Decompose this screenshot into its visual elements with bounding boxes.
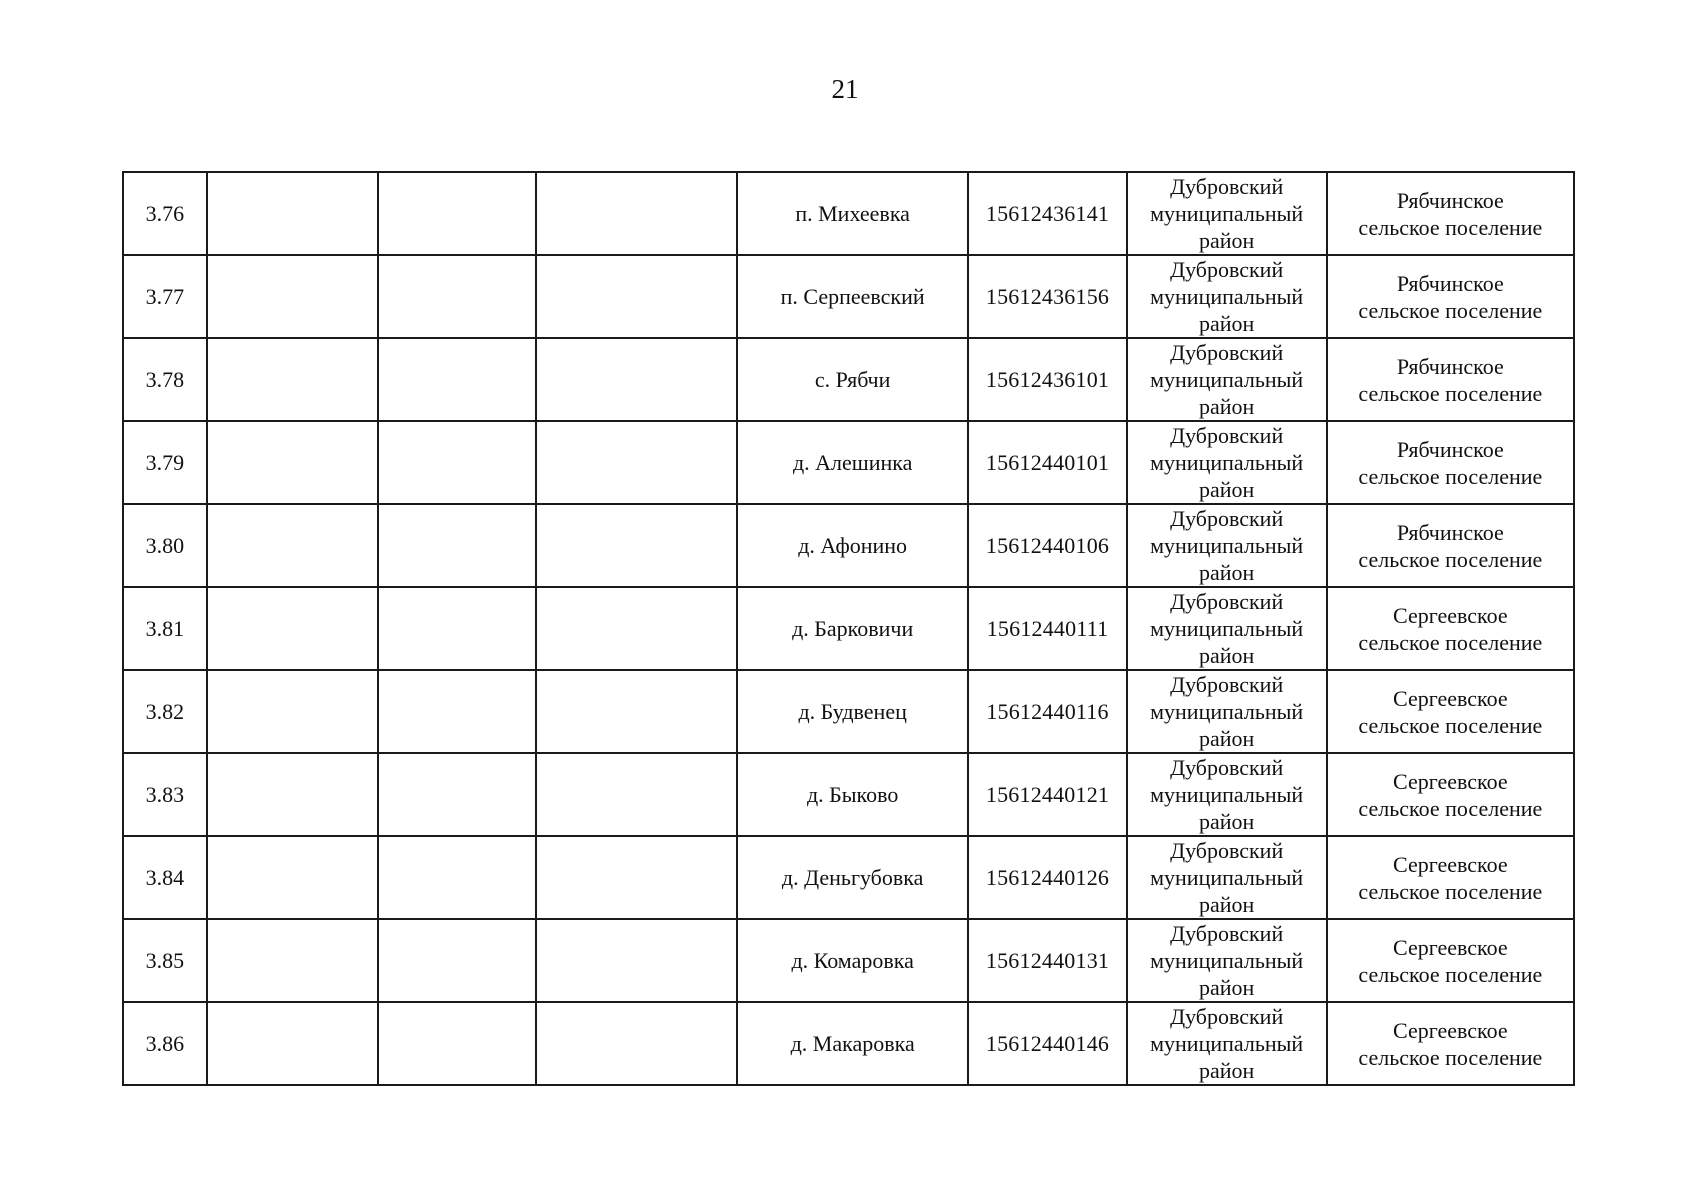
locality-name-cell: д. Деньгубовка (737, 836, 969, 919)
oktmo-code-cell: 15612440111 (968, 587, 1126, 670)
empty-cell-1 (207, 1002, 378, 1085)
district-line: муниципальный (1150, 616, 1304, 641)
district-cell (1127, 504, 1327, 587)
district-line: район (1199, 560, 1255, 585)
table-row (123, 670, 1574, 753)
settlement-cell (1327, 836, 1574, 919)
oktmo-code-cell: 15612440126 (968, 836, 1126, 919)
district-cell (1127, 670, 1327, 753)
row-number-cell: 3.82 (123, 670, 207, 753)
row-number-cell: 3.78 (123, 338, 207, 421)
district-line: муниципальный (1150, 948, 1304, 973)
table-row (123, 255, 1574, 338)
district-cell (1127, 172, 1327, 255)
settlement-line: Сергеевское (1393, 934, 1508, 960)
row-number-cell: 3.84 (123, 836, 207, 919)
row-number-cell: 3.76 (123, 172, 207, 255)
locality-name-cell: д. Алешинка (737, 421, 969, 504)
table-body (123, 172, 1574, 1085)
empty-cell-1 (207, 172, 378, 255)
empty-cell-1 (207, 919, 378, 1002)
empty-cell-2 (378, 504, 536, 587)
locality-name-cell: д. Афонино (737, 504, 969, 587)
settlement-line: Рябчинское (1396, 353, 1504, 379)
district-line: Дубровский (1170, 672, 1284, 697)
empty-cell-2 (378, 670, 536, 753)
oktmo-code-cell: 15612436101 (968, 338, 1126, 421)
district-line: муниципальный (1150, 201, 1304, 226)
empty-cell-2 (378, 753, 536, 836)
district-line: муниципальный (1150, 367, 1304, 392)
district-line: Дубровский (1170, 755, 1284, 780)
settlement-line: сельское поселение (1358, 380, 1543, 406)
settlement-cell (1327, 421, 1574, 504)
table-row (123, 338, 1574, 421)
district-line: муниципальный (1150, 699, 1304, 724)
oktmo-code-cell: 15612440131 (968, 919, 1126, 1002)
settlement-line: сельское поселение (1358, 629, 1543, 655)
settlement-line: сельское поселение (1358, 214, 1543, 240)
table-row (123, 421, 1574, 504)
table-row (123, 1002, 1574, 1085)
district-line: район (1199, 394, 1255, 419)
row-number-cell: 3.83 (123, 753, 207, 836)
empty-cell-1 (207, 670, 378, 753)
row-number-cell: 3.86 (123, 1002, 207, 1085)
empty-cell-3 (536, 338, 737, 421)
settlement-line: Сергеевское (1393, 768, 1508, 794)
empty-cell-1 (207, 504, 378, 587)
district-line: Дубровский (1170, 1004, 1284, 1029)
district-cell (1127, 919, 1327, 1002)
locality-name-cell: п. Серпеевский (737, 255, 969, 338)
settlement-cell (1327, 172, 1574, 255)
empty-cell-3 (536, 753, 737, 836)
empty-cell-2 (378, 919, 536, 1002)
empty-cell-3 (536, 421, 737, 504)
settlement-line: сельское поселение (1358, 297, 1543, 323)
settlement-cell (1327, 587, 1574, 670)
empty-cell-2 (378, 836, 536, 919)
district-line: район (1199, 311, 1255, 336)
empty-cell-3 (536, 504, 737, 587)
district-line: муниципальный (1150, 533, 1304, 558)
empty-cell-3 (536, 172, 737, 255)
district-line: район (1199, 975, 1255, 1000)
empty-cell-3 (536, 587, 737, 670)
settlement-cell (1327, 670, 1574, 753)
district-line: район (1199, 477, 1255, 502)
empty-cell-2 (378, 255, 536, 338)
table-row (123, 919, 1574, 1002)
settlement-cell (1327, 338, 1574, 421)
settlement-cell (1327, 919, 1574, 1002)
settlement-line: Сергеевское (1393, 602, 1508, 628)
empty-cell-2 (378, 421, 536, 504)
oktmo-code-cell: 15612440116 (968, 670, 1126, 753)
district-line: муниципальный (1150, 284, 1304, 309)
district-line: район (1199, 643, 1255, 668)
locality-name-cell: с. Рябчи (737, 338, 969, 421)
settlement-line: Рябчинское (1396, 436, 1504, 462)
district-cell (1127, 421, 1327, 504)
settlement-line: сельское поселение (1358, 878, 1543, 904)
settlement-cell (1327, 504, 1574, 587)
oktmo-code-cell: 15612440101 (968, 421, 1126, 504)
district-line: район (1199, 809, 1255, 834)
row-number-cell: 3.80 (123, 504, 207, 587)
empty-cell-2 (378, 338, 536, 421)
table-row (123, 587, 1574, 670)
district-line: Дубровский (1170, 921, 1284, 946)
empty-cell-3 (536, 919, 737, 1002)
settlement-line: сельское поселение (1358, 463, 1543, 489)
district-line: район (1199, 1058, 1255, 1083)
district-cell (1127, 753, 1327, 836)
district-line: муниципальный (1150, 865, 1304, 890)
settlement-line: Сергеевское (1393, 1017, 1508, 1043)
district-line: Дубровский (1170, 174, 1284, 199)
settlement-line: сельское поселение (1358, 546, 1543, 572)
district-line: Дубровский (1170, 506, 1284, 531)
table-row (123, 753, 1574, 836)
district-line: муниципальный (1150, 450, 1304, 475)
empty-cell-1 (207, 255, 378, 338)
settlement-line: Сергеевское (1393, 685, 1508, 711)
district-line: Дубровский (1170, 340, 1284, 365)
empty-cell-1 (207, 421, 378, 504)
settlement-line: Рябчинское (1396, 187, 1504, 213)
empty-cell-1 (207, 338, 378, 421)
locality-name-cell: д. Барковичи (737, 587, 969, 670)
district-line: район (1199, 892, 1255, 917)
settlement-line: сельское поселение (1358, 1044, 1543, 1070)
table-row (123, 836, 1574, 919)
empty-cell-2 (378, 1002, 536, 1085)
district-line: район (1199, 228, 1255, 253)
district-line: Дубровский (1170, 423, 1284, 448)
oktmo-code-cell: 15612436141 (968, 172, 1126, 255)
row-number-cell: 3.85 (123, 919, 207, 1002)
district-line: район (1199, 726, 1255, 751)
settlement-line: сельское поселение (1358, 961, 1543, 987)
locality-name-cell: д. Комаровка (737, 919, 969, 1002)
row-number-cell: 3.79 (123, 421, 207, 504)
oktmo-code-cell: 15612440146 (968, 1002, 1126, 1085)
district-line: Дубровский (1170, 589, 1284, 614)
empty-cell-1 (207, 836, 378, 919)
empty-cell-2 (378, 172, 536, 255)
district-line: Дубровский (1170, 257, 1284, 282)
locality-name-cell: п. Михеевка (737, 172, 969, 255)
district-line: Дубровский (1170, 838, 1284, 863)
oktmo-code-cell: 15612440106 (968, 504, 1126, 587)
locality-name-cell: д. Будвенец (737, 670, 969, 753)
empty-cell-3 (536, 836, 737, 919)
page-number: 21 (831, 74, 859, 104)
table-row (123, 504, 1574, 587)
settlement-line: сельское поселение (1358, 712, 1543, 738)
row-number-cell: 3.81 (123, 587, 207, 670)
district-line: муниципальный (1150, 782, 1304, 807)
district-cell (1127, 836, 1327, 919)
settlement-line: Рябчинское (1396, 519, 1504, 545)
settlement-cell (1327, 753, 1574, 836)
row-number-cell: 3.77 (123, 255, 207, 338)
empty-cell-1 (207, 753, 378, 836)
empty-cell-2 (378, 587, 536, 670)
table-row (123, 172, 1574, 255)
settlement-line: Сергеевское (1393, 851, 1508, 877)
empty-cell-1 (207, 587, 378, 670)
settlement-cell (1327, 1002, 1574, 1085)
settlement-line: сельское поселение (1358, 795, 1543, 821)
district-cell (1127, 1002, 1327, 1085)
empty-cell-3 (536, 1002, 737, 1085)
empty-cell-3 (536, 670, 737, 753)
oktmo-code-cell: 15612440121 (968, 753, 1126, 836)
district-line: муниципальный (1150, 1031, 1304, 1056)
locality-name-cell: д. Быково (737, 753, 969, 836)
locality-name-cell: д. Макаровка (737, 1002, 969, 1085)
district-cell (1127, 587, 1327, 670)
settlements-table (122, 171, 1575, 1086)
empty-cell-3 (536, 255, 737, 338)
oktmo-code-cell: 15612436156 (968, 255, 1126, 338)
settlement-line: Рябчинское (1396, 270, 1504, 296)
district-cell (1127, 255, 1327, 338)
district-cell (1127, 338, 1327, 421)
settlement-cell (1327, 255, 1574, 338)
